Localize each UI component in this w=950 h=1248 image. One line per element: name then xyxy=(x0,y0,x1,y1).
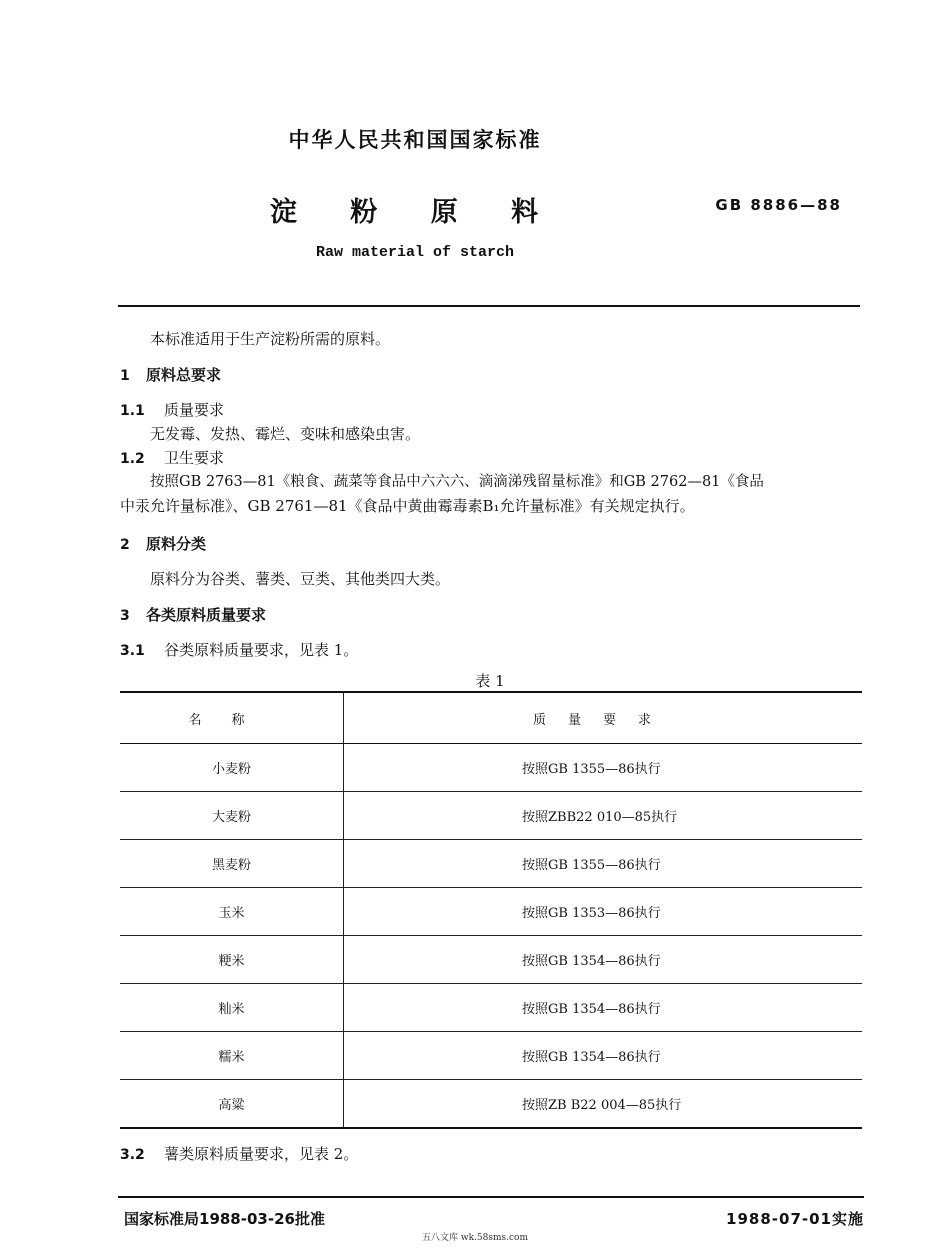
row-name: 黑麦粉 xyxy=(120,840,344,888)
table-row xyxy=(120,1032,862,1080)
section-1-2-title: 卫生要求 xyxy=(164,449,225,467)
section-3-2-paragraph xyxy=(120,1142,358,1167)
section-3-2-text: 薯类原料质量要求，见表 2。 xyxy=(164,1145,359,1163)
section-1-number: 1 xyxy=(120,368,130,384)
watermark: 五八文库 wk.58sms.com xyxy=(422,1233,528,1243)
row-requirement: 按照GB 1354—86执行 xyxy=(522,1050,661,1065)
header-requirement: 质量要求 xyxy=(532,712,673,728)
section-3-heading xyxy=(120,604,266,625)
section-1-2-text-line1: 按照GB 2763—81《粮食、蔬菜等食品中六六六、滴滴涕残留量标准》和GB 2762—81《食品 xyxy=(150,474,764,490)
table-header-row xyxy=(120,692,862,744)
section-1-2-text-line2: 中汞允许量标准》、GB 2761—81《食品中黄曲霉毒素B₁允许量标准》有关规定执行。 xyxy=(120,497,695,515)
table-1 xyxy=(120,691,862,1129)
section-2-title: 原料分类 xyxy=(146,535,207,553)
section-3-2-number: 3.2 xyxy=(120,1147,145,1163)
section-3-1-paragraph xyxy=(120,638,358,663)
table-row xyxy=(120,840,862,888)
header-divider xyxy=(118,305,860,307)
document-title: 淀 粉 原 料 xyxy=(269,197,561,228)
row-requirement: 按照ZB B22 004—85执行 xyxy=(522,1098,682,1113)
national-standard-heading: 中华人民共和国国家标准 xyxy=(288,128,542,152)
row-requirement: 按照GB 1355—86执行 xyxy=(522,762,661,777)
row-name: 小麦粉 xyxy=(120,744,344,792)
section-3-title: 各类原料质量要求 xyxy=(146,606,267,624)
approval-date: 国家标准局1988-03-26批准 xyxy=(124,1210,325,1228)
implementation-date: 1988-07-01实施 xyxy=(726,1210,864,1228)
standard-number: GB 8886—88 xyxy=(715,196,842,214)
section-1-1-number: 1.1 xyxy=(120,403,145,419)
row-requirement: 按照GB 1355—86执行 xyxy=(522,858,661,873)
section-3-1-number: 3.1 xyxy=(120,643,145,659)
table-row xyxy=(120,888,862,936)
english-title: Raw material of starch xyxy=(315,244,515,261)
section-1-title: 原料总要求 xyxy=(146,366,222,384)
section-1-1-heading xyxy=(120,398,224,423)
footer-divider xyxy=(118,1196,864,1198)
header-name: 名称 xyxy=(120,692,344,744)
table-row xyxy=(120,744,862,792)
row-name: 糯米 xyxy=(120,1032,344,1080)
section-1-2-number: 1.2 xyxy=(120,451,145,467)
row-name: 大麦粉 xyxy=(120,792,344,840)
section-3-number: 3 xyxy=(120,608,130,624)
row-name: 高粱 xyxy=(120,1080,344,1129)
section-1-1-text: 无发霉、发热、霉烂、变味和感染虫害。 xyxy=(150,425,421,443)
table-row xyxy=(120,936,862,984)
section-1-2-heading xyxy=(120,446,224,471)
row-requirement: 按照GB 1354—86执行 xyxy=(522,954,661,969)
row-requirement: 按照GB 1353—86执行 xyxy=(522,906,661,921)
section-2-number: 2 xyxy=(120,537,130,553)
table-row xyxy=(120,1080,862,1129)
table-1-caption: 表 1 xyxy=(475,672,505,690)
section-2-heading xyxy=(120,533,206,554)
section-2-text: 原料分为谷类、薯类、豆类、其他类四大类。 xyxy=(150,570,451,588)
row-name: 玉米 xyxy=(120,888,344,936)
row-requirement: 按照GB 1354—86执行 xyxy=(522,1002,661,1017)
row-name: 粳米 xyxy=(120,936,344,984)
section-3-1-text: 谷类原料质量要求，见表 1。 xyxy=(164,641,359,659)
row-name: 籼米 xyxy=(120,984,344,1032)
section-1-1-title: 质量要求 xyxy=(164,401,225,419)
table-row xyxy=(120,792,862,840)
section-1-heading xyxy=(120,364,221,385)
table-row xyxy=(120,984,862,1032)
intro-paragraph: 本标准适用于生产淀粉所需的原料。 xyxy=(150,330,391,348)
row-requirement: 按照ZBB22 010—85执行 xyxy=(522,810,678,825)
